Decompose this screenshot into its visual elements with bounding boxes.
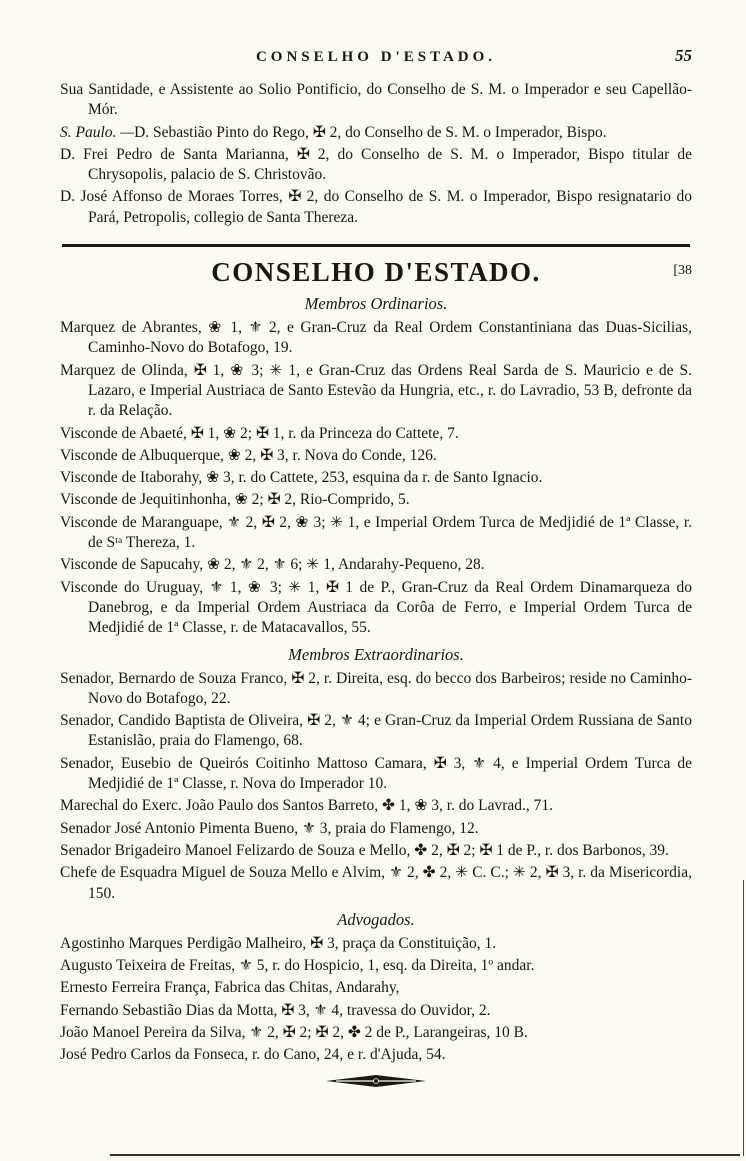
directory-entry: Ernesto Ferreira França, Fabrica das Chitas, Andarahy, (60, 979, 400, 997)
directory-entry: Marquez de Olinda, ✠ 1, ❀ 3; ✳ 1, e Gran-Cruz das Ordens Real Sarda de S. Mauricio e de S. Lazaro, e Imperial Austriaca de Santo Estevão da Hungria, etc., r. do Lavradio, 53 B, defronte da r. da Relação. (60, 361, 692, 420)
entries-membros-extraordinarios (60, 669, 692, 904)
directory-entry: João Manoel Pereira da Silva, ⚜ 2, ✠ 2; ✠ 2, ✤ 2 de P., Larangeiras, 10 B. (60, 1023, 528, 1041)
signature-mark: [38 (673, 263, 692, 279)
scan-edge-bottom (110, 1154, 740, 1156)
running-head (60, 46, 692, 66)
intro-entries (60, 80, 692, 228)
directory-entry: Marquez de Abrantes, ❀ 1, ⚜ 2, e Gran-Cruz da Real Ordem Constantiniana das Duas-Sicilias, Caminho-Novo do Botafogo, 19. (60, 319, 692, 357)
ornament-fleuron-icon (60, 1074, 692, 1093)
directory-entry: Visconde de Jequitinhonha, ❀ 2; ✠ 2, Rio-Comprido, 5. (60, 491, 410, 509)
section-title: CONSELHO D'ESTADO. (211, 257, 541, 288)
entry-lead: S. Paulo. — (60, 123, 135, 141)
directory-entry: Augusto Teixeira de Freitas, ⚜ 5, r. do Hospicio, 1, esq. da Direita, 1º andar. (60, 957, 535, 975)
subsection-heading-membros-extraordinarios: Membros Extraordinarios. (288, 644, 464, 664)
scan-edge-right (743, 880, 744, 1156)
directory-entry: José Pedro Carlos da Fonseca, r. do Cano, 24, e r. d'Ajuda, 54. (60, 1046, 446, 1064)
entry-text: D. Sebastião Pinto do Rego, ✠ 2, do Conselho de S. M. o Imperador, Bispo. (134, 123, 607, 141)
page-number: 55 (675, 46, 692, 65)
directory-entry: Visconde de Albuquerque, ❀ 2, ✠ 3, r. Nova do Conde, 126. (60, 446, 437, 464)
directory-entry: Visconde de Itaborahy, ❀ 3, r. do Cattete, 253, esquina da r. de Santo Ignacio. (60, 469, 543, 487)
directory-entry: Senador Brigadeiro Manoel Felizardo de Souza e Mello, ✤ 2, ✠ 2; ✠ 1 de P., r. dos Barbonos, 39. (60, 841, 669, 859)
section-divider-rule (62, 244, 690, 247)
directory-entry: Chefe de Esquadra Miguel de Souza Mello e Alvim, ⚜ 2, ✤ 2, ✳ C. C.; ✳ 2, ✠ 3, r. da Misericordia, 150. (60, 864, 692, 902)
entry-text: D. Frei Pedro de Santa Marianna, ✠ 2, do Conselho de S. M. o Imperador, Bispo titular de Chrysopolis, palacio de S. Christovão. (60, 145, 692, 184)
subsection-heading-advogados: Advogados. (337, 909, 415, 929)
directory-entry: Fernando Sebastião Dias da Motta, ✠ 3, ⚜ 4, travessa do Ouvidor, 2. (60, 1001, 491, 1019)
directory-entry: Senador José Antonio Pimenta Bueno, ⚜ 3, praia do Flamengo, 12. (60, 819, 479, 837)
entries-membros-ordinarios (60, 318, 692, 638)
directory-entry: Visconde do Uruguay, ⚜ 1, ❀ 3; ✳ 1, ✠ 1 de P., Gran-Cruz da Real Ordem Dinamarqueza do Danebrog, e da Imperial Ordem Austriaca da Corôa de Ferro, e Imperial Ordem Turca de Medjidié de 1ª Classe, r. de Matacavallos, 55. (60, 578, 692, 637)
running-title: CONSELHO D'ESTADO. (255, 49, 497, 65)
intro-entry (60, 80, 692, 121)
directory-entry: Marechal do Exerc. João Paulo dos Santos Barreto, ✤ 1, ❀ 3, r. do Lavrad., 71. (60, 797, 554, 815)
intro-entry (60, 187, 692, 228)
section-title-row (60, 257, 692, 288)
entries-advogados (60, 934, 692, 1066)
directory-entry: Agostinho Marques Perdigão Malheiro, ✠ 3, praça da Constituição, 1. (60, 934, 497, 952)
entry-text: Sua Santidade, e Assistente ao Solio Pontificio, do Conselho de S. M. o Imperador e seu Capellão-Mór. (60, 81, 692, 119)
directory-entry: Senador, Candido Baptista de Oliveira, ✠ 2, ⚜ 4; e Gran-Cruz da Imperial Ordem Russiana de Santo Estanislão, praia do Flamengo, 68. (60, 712, 692, 750)
directory-entry: Senador, Bernardo de Souza Franco, ✠ 2, r. Direita, esq. do becco dos Barbeiros; reside no Caminho-Novo do Botafogo, 22. (60, 669, 692, 707)
entry-text: D. José Affonso de Moraes Torres, ✠ 2, do Conselho de S. M. o Imperador, Bispo resignatario do Pará, Petropolis, collegio de Santa Thereza. (60, 188, 692, 226)
directory-entry: Visconde de Sapucahy, ❀ 2, ⚜ 2, ⚜ 6; ✳ 1, Andarahy-Pequeno, 28. (60, 556, 485, 574)
directory-entry: Visconde de Maranguape, ⚜ 2, ✠ 2, ❀ 3; ✳ 1, e Imperial Ordem Turca de Medjidié de 1ª Classe, r. de Sᵗᵃ Thereza, 1. (60, 513, 692, 552)
directory-entry: Visconde de Abaeté, ✠ 1, ❀ 2; ✠ 1, r. da Princeza do Cattete, 7. (60, 424, 459, 442)
intro-entry (60, 145, 692, 186)
subsection-heading-membros-ordinarios: Membros Ordinarios. (304, 294, 448, 314)
directory-entry: Senador, Eusebio de Queirós Coitinho Mattoso Camara, ✠ 3, ⚜ 4, e Imperial Ordem Turca de Medjidié de 1ª Classe, r. Nova do Imperador 10. (60, 754, 692, 793)
intro-entry (60, 123, 692, 143)
